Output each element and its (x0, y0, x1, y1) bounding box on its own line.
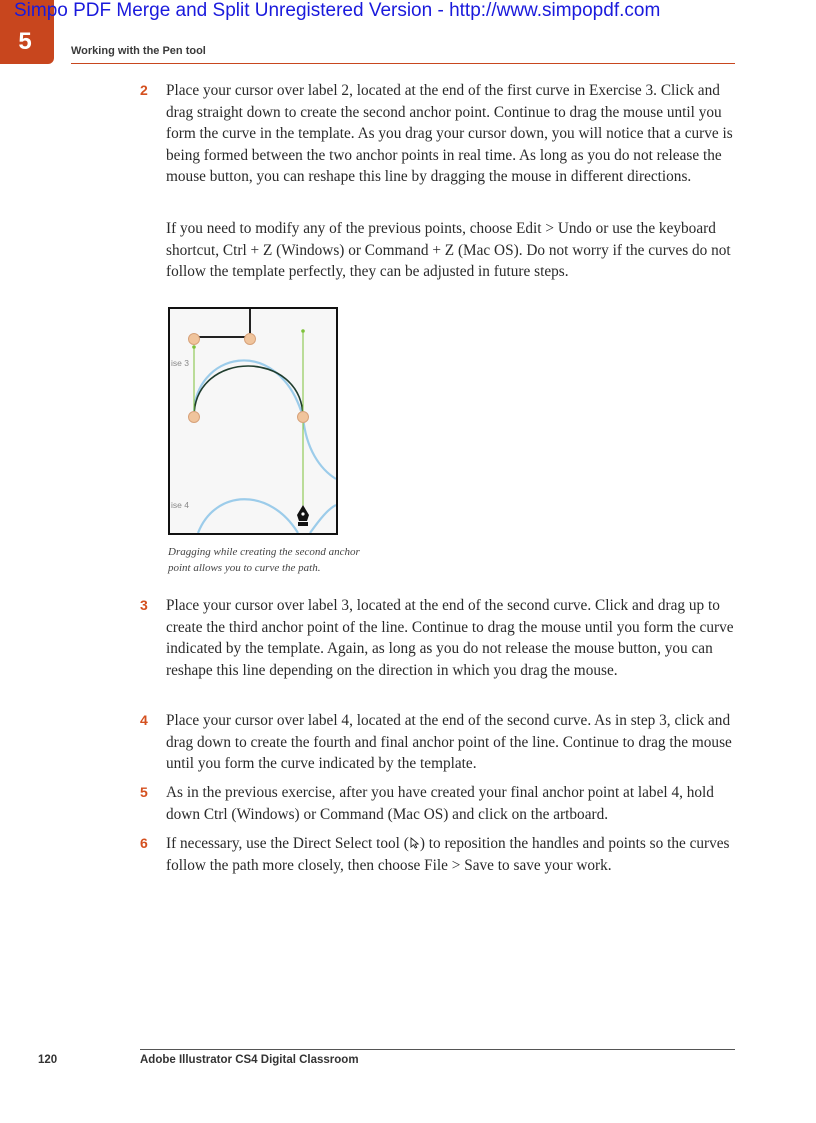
running-head: Working with the Pen tool (71, 45, 206, 57)
watermark-banner: Simpo PDF Merge and Split Unregistered Version - http://www.simpopdf.com (14, 0, 661, 21)
step-number: 2 (140, 82, 148, 98)
template-curve-1 (194, 360, 303, 417)
step-6 (140, 833, 740, 876)
step-number: 3 (140, 597, 148, 613)
exercise-3-label: ise 3 (171, 358, 189, 368)
header-rule (71, 63, 735, 64)
exercise-4-label: ise 4 (171, 500, 189, 510)
anchor-point (189, 334, 200, 345)
step-4 (140, 710, 740, 775)
step-6-text-end: ) to reposition the handles and points so the curves follow the path more closely, then choose File > Save to save your work. (166, 835, 730, 874)
step-text: Place your cursor over label 2, located at the end of the first curve in Exercise 3. Click and drag straight down to create the second anchor point. Continue to drag the mouse until you form the curve in the template. As you drag your cursor down, you will notice that a curve is being formed between the two anchor points in real time. As long as you do not release the mouse button, you can reshape this line by dragging the mouse in different directions. (166, 82, 733, 186)
step-text (166, 833, 740, 876)
template-curve-4 (310, 505, 336, 533)
figure-artwork (170, 309, 336, 533)
pen-tool-icon (297, 505, 309, 526)
step-text: Place your cursor over label 3, located at the end of the second curve. Click and drag up to create the third anchor point of the line. Continue to drag the mouse until you form the curve indicated by the template. Again, as long as you do not release the mouse button, you can reshape this line depending on the direction in which you drag the mouse. (166, 597, 734, 679)
book-title: Adobe Illustrator CS4 Digital Classroom (140, 1054, 359, 1066)
step-6-text-start: If necessary, use the Direct Select tool ( (166, 835, 409, 852)
step-number: 6 (140, 835, 148, 851)
footer-rule (140, 1049, 735, 1050)
pen-tool-figure (168, 307, 338, 535)
direct-select-icon (409, 837, 420, 849)
anchor-point (189, 412, 200, 423)
page-number: 120 (38, 1054, 58, 1066)
step-text: As in the previous exercise, after you have created your final anchor point at label 4, hold down Ctrl (Windows) or Command (Mac OS) and click on the artboard. (166, 784, 714, 823)
figure-caption: Dragging while creating the second anchor point allows you to curve the path. (168, 546, 360, 574)
undo-paragraph: If you need to modify any of the previous points, choose Edit > Undo or use the keyboard shortcut, Ctrl + Z (Windows) or Command + Z (Mac OS). Do not worry if the curves do not follow the template perfectly, they can be adjusted in future steps. (166, 220, 731, 281)
handle-point (192, 345, 196, 349)
template-curve-3 (198, 499, 298, 533)
step-3 (140, 595, 740, 681)
step-5 (140, 782, 740, 825)
anchor-point (245, 334, 256, 345)
anchor-point (298, 412, 309, 423)
step-2 (140, 80, 740, 188)
step-text: Place your cursor over label 4, located at the end of the second curve. As in step 3, click and drag down to create the fourth and final anchor point of the line. Continue to drag the mouse until you form the curve indicated by the template. (166, 712, 732, 773)
step-number: 5 (140, 784, 148, 800)
chapter-number: 5 (18, 28, 32, 55)
template-curve-2 (303, 417, 336, 479)
handle-point (301, 329, 305, 333)
previous-path (194, 309, 250, 337)
step-number: 4 (140, 712, 148, 728)
